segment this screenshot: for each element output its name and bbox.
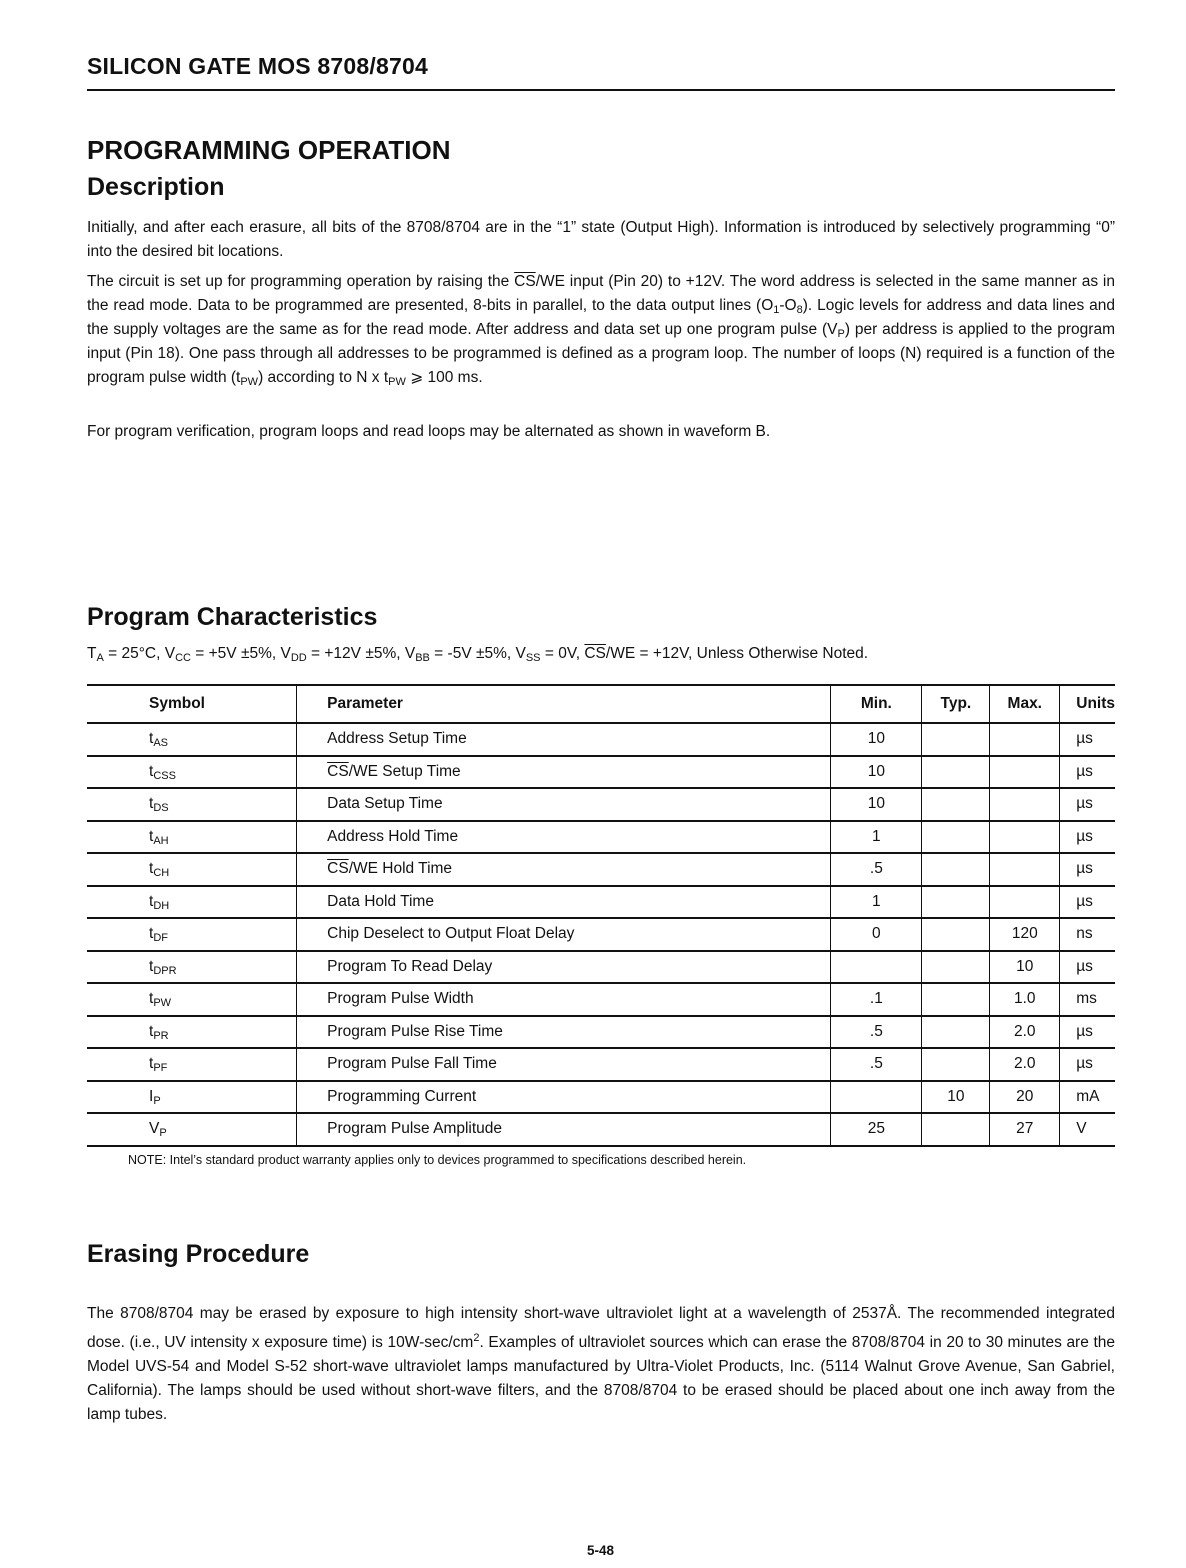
table-row (87, 853, 1115, 886)
programming-operation-heading: PROGRAMMING OPERATION (87, 135, 451, 165)
max-cell (990, 788, 1060, 821)
table-row (87, 756, 1115, 789)
max-cell (990, 853, 1060, 886)
table-row (87, 1016, 1115, 1049)
symbol-cell: $t_{PW}$ (87, 983, 297, 1016)
min-cell: .1 (831, 983, 922, 1016)
symbol-cell: $t_{DS}$ (87, 788, 297, 821)
parameter-cell: Chip Deselect to Output Float Delay (297, 918, 831, 951)
min-cell: 10 (831, 723, 922, 756)
parameter-cell: Program To Read Delay (297, 951, 831, 984)
min-cell: 10 (831, 788, 922, 821)
typ-cell (922, 1016, 990, 1049)
symbol-cell: $t_{AS}$ (87, 723, 297, 756)
max-cell: 10 (990, 951, 1060, 984)
min-cell (831, 1081, 922, 1114)
table-row (87, 821, 1115, 854)
parameter-cell: $\overline{CS}/WE$ Setup Time (297, 756, 831, 789)
typ-cell (922, 853, 990, 886)
typ-cell (922, 918, 990, 951)
header-min: Min. (831, 685, 922, 723)
parameter-cell: Program Pulse Rise Time (297, 1016, 831, 1049)
units-cell: V (1060, 1113, 1115, 1146)
symbol-cell: $t_{CSS}$ (87, 756, 297, 789)
min-cell: 1 (831, 821, 922, 854)
units-cell: µs (1060, 886, 1115, 919)
symbol-cell: $I_P$ (87, 1081, 297, 1114)
symbol-cell: $t_{CH}$ (87, 853, 297, 886)
table-row (87, 951, 1115, 984)
min-cell: .5 (831, 853, 922, 886)
min-cell: 10 (831, 756, 922, 789)
symbol-cell: $t_{AH}$ (87, 821, 297, 854)
units-cell: µs (1060, 756, 1115, 789)
units-cell: ns (1060, 918, 1115, 951)
typ-cell (922, 821, 990, 854)
max-cell: 20 (990, 1081, 1060, 1114)
min-cell: 25 (831, 1113, 922, 1146)
typ-cell: 10 (922, 1081, 990, 1114)
max-cell: 27 (990, 1113, 1060, 1146)
page-number: 5-48 (587, 1543, 615, 1558)
units-cell: µs (1060, 951, 1115, 984)
parameter-cell: Data Hold Time (297, 886, 831, 919)
table-row (87, 788, 1115, 821)
table-row (87, 886, 1115, 919)
units-cell: ms (1060, 983, 1115, 1016)
parameter-cell: Program Pulse Width (297, 983, 831, 1016)
min-cell: 0 (831, 918, 922, 951)
program-characteristics-table (87, 684, 1115, 1147)
header-max: Max. (990, 685, 1060, 723)
description-paragraph-3: For program verification, program loops and read loops may be alternated as shown in waveform B. (87, 423, 771, 440)
symbol-cell: $t_{DH}$ (87, 886, 297, 919)
typ-cell (922, 788, 990, 821)
header-rule (87, 89, 1115, 91)
parameter-cell: Programming Current (297, 1081, 831, 1114)
parameter-cell: Address Hold Time (297, 821, 831, 854)
description-heading: Description (87, 173, 225, 201)
min-cell: .5 (831, 1016, 922, 1049)
table-row (87, 983, 1115, 1016)
erasing-paragraph: The 8708/8704 may be erased by exposure to high intensity short-wave ultraviolet light at a wavelength of 2537Å. The recommended integrated dose. (i.e., UV intensity x exposure time) is $10W-\sec/cm^2$. Examples of ultraviolet sources which can erase the 8708/8704 in 20 to 30 minutes are the Model UVS-54 and Model S-52 short-wave ultraviolet lamps manufactured by Ultra-Violet Products, Inc. (5114 Walnut Grove Avenue, San Gabriel, California). The lamps should be used without short-wave filters, and the 8708/8704 to be erased should be placed about one inch away from the lamp tubes. (87, 1305, 1115, 1424)
parameter-cell: Program Pulse Fall Time (297, 1048, 831, 1081)
description-paragraph-2: The circuit is set up for programming operation by raising the $\overline{CS}/WE$ input (Pin 20) to +12V. The word address is selected in the same manner as in the read mode. Data to be programmed are presented, 8-bits in parallel, to the data output lines $(O_1-O_8)$. Logic levels for address and data lines and the supply voltages are the same as for the read mode. After address and data set up one program pulse $(V_P)$ per address is applied to the program input (Pin 18). One pass through all addresses to be programmed is defined as a program loop. The number of loops (N) required is a function of the program pulse width $(t_{PW})$ according to N x $t_{PW}$ ⩾ 100 ms. (87, 273, 1115, 388)
units-cell: µs (1060, 1016, 1115, 1049)
symbol-cell: $t_{PF}$ (87, 1048, 297, 1081)
table-row (87, 1048, 1115, 1081)
symbol-cell: $V_P$ (87, 1113, 297, 1146)
header-symbol: Symbol (87, 685, 297, 723)
max-cell (990, 756, 1060, 789)
typ-cell (922, 756, 990, 789)
typ-cell (922, 1048, 990, 1081)
header-typ: Typ. (922, 685, 990, 723)
program-characteristics-heading: Program Characteristics (87, 603, 378, 631)
units-cell: µs (1060, 723, 1115, 756)
parameter-cell: Address Setup Time (297, 723, 831, 756)
min-cell (831, 951, 922, 984)
symbol-cell: $t_{PR}$ (87, 1016, 297, 1049)
max-cell: 2.0 (990, 1016, 1060, 1049)
table-row (87, 918, 1115, 951)
max-cell (990, 886, 1060, 919)
table-row (87, 1113, 1115, 1146)
max-cell (990, 723, 1060, 756)
table-header-row (87, 685, 1115, 723)
typ-cell (922, 886, 990, 919)
parameter-cell: $\overline{CS}/WE$ Hold Time (297, 853, 831, 886)
units-cell: µs (1060, 853, 1115, 886)
typ-cell (922, 951, 990, 984)
max-cell: 120 (990, 918, 1060, 951)
typ-cell (922, 1113, 990, 1146)
header-parameter: Parameter (297, 685, 831, 723)
units-cell: mA (1060, 1081, 1115, 1114)
max-cell: 1.0 (990, 983, 1060, 1016)
min-cell: .5 (831, 1048, 922, 1081)
units-cell: µs (1060, 1048, 1115, 1081)
header-units: Units (1060, 685, 1115, 723)
erasing-procedure-heading: Erasing Procedure (87, 1240, 310, 1268)
page-header-title: SILICON GATE MOS 8708/8704 (87, 53, 428, 79)
symbol-cell: $t_{DF}$ (87, 918, 297, 951)
min-cell: 1 (831, 886, 922, 919)
table-row (87, 723, 1115, 756)
max-cell (990, 821, 1060, 854)
max-cell: 2.0 (990, 1048, 1060, 1081)
parameter-cell: Program Pulse Amplitude (297, 1113, 831, 1146)
test-conditions: $T_A = 25^\circ C$, $V_{CC} = +5V \pm 5\%$, $V_{DD} = +12V \pm 5\%$, $V_{BB} = -5V \pm 5\%$, $V_{SS} = 0V$, $\overline{CS}/WE = +12V$, Unless Otherwise Noted. (87, 645, 869, 664)
typ-cell (922, 723, 990, 756)
warranty-note: NOTE: Intel’s standard product warranty applies only to devices programmed to specifications described herein. (128, 1153, 747, 1167)
units-cell: µs (1060, 788, 1115, 821)
units-cell: µs (1060, 821, 1115, 854)
parameter-cell: Data Setup Time (297, 788, 831, 821)
table-row (87, 1081, 1115, 1114)
typ-cell (922, 983, 990, 1016)
symbol-cell: $t_{DPR}$ (87, 951, 297, 984)
description-paragraph-1: Initially, and after each erasure, all bits of the 8708/8704 are in the “1” state (Output High). Information is introduced by selectively programming “0” into the desired bit locations. (87, 219, 1115, 260)
